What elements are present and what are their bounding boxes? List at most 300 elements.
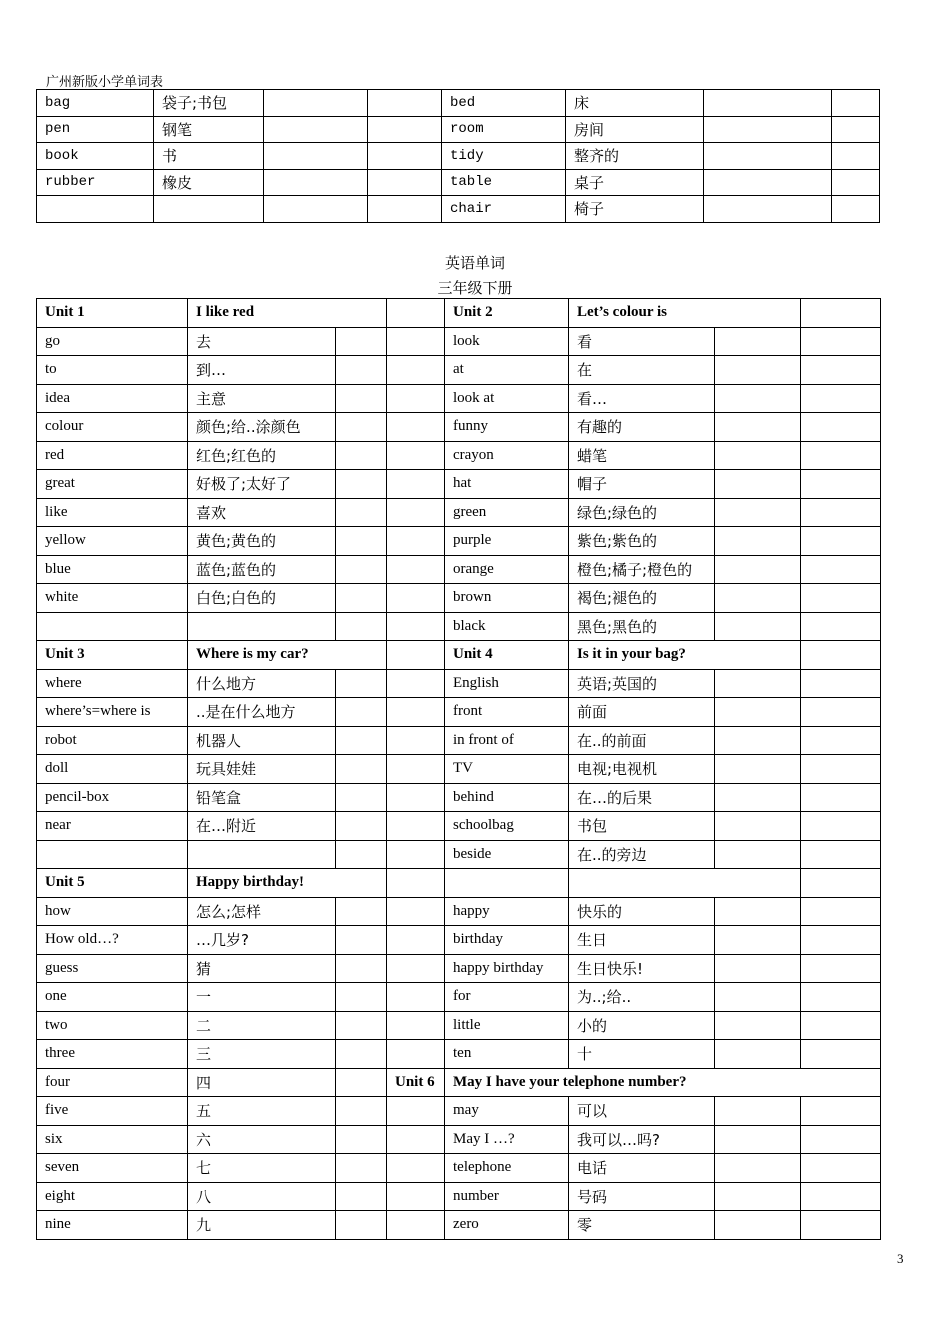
table-cell: [704, 90, 832, 117]
table-cell: [387, 1011, 445, 1040]
table-cell: 书包: [569, 812, 715, 841]
table-cell: [801, 983, 881, 1012]
table-cell: [715, 698, 801, 727]
table-cell: May I …?: [445, 1125, 569, 1154]
table-cell: [715, 612, 801, 641]
table-cell: [801, 555, 881, 584]
table-cell: [387, 1125, 445, 1154]
table-cell: [336, 926, 387, 955]
table-cell: [801, 669, 881, 698]
table-cell: 绿色;绿色的: [569, 498, 715, 527]
unit-header-cell: Unit 3: [37, 641, 188, 670]
table-cell: [715, 840, 801, 869]
table-cell: guess: [37, 954, 188, 983]
table-cell: little: [445, 1011, 569, 1040]
table-cell: [336, 954, 387, 983]
table-cell: [704, 116, 832, 143]
table-cell: [801, 498, 881, 527]
table-cell: [801, 584, 881, 613]
table-row: [37, 897, 881, 926]
table-cell: [387, 783, 445, 812]
table-cell: [387, 498, 445, 527]
table-cell: 五: [188, 1097, 336, 1126]
unit-header-row: [37, 299, 881, 328]
table-cell: 床: [566, 90, 704, 117]
table-cell: [336, 783, 387, 812]
table-cell: [715, 1040, 801, 1069]
table-cell: [801, 1182, 881, 1211]
table-row: [37, 1011, 881, 1040]
unit-header-cell: [387, 299, 445, 328]
unit-header-cell: four: [37, 1068, 188, 1097]
table-cell: [801, 470, 881, 499]
table-cell: 到…: [188, 356, 336, 385]
table-cell: at: [445, 356, 569, 385]
table-cell: look at: [445, 384, 569, 413]
table-cell: [832, 169, 880, 196]
table-cell: [801, 1011, 881, 1040]
table-row: [37, 669, 881, 698]
table-cell: [715, 897, 801, 926]
table-cell: [715, 584, 801, 613]
table-cell: bag: [37, 90, 154, 117]
unit-header-cell: Where is my car?: [188, 641, 387, 670]
table-row: [37, 143, 880, 170]
table-cell: 电话: [569, 1154, 715, 1183]
table-cell: [387, 926, 445, 955]
table-cell: [801, 441, 881, 470]
table-cell: [801, 527, 881, 556]
table-cell: 电视;电视机: [569, 755, 715, 784]
table-cell: [715, 1211, 801, 1240]
table-cell: [801, 1040, 881, 1069]
table-cell: [387, 1097, 445, 1126]
table-cell: 机器人: [188, 726, 336, 755]
table-cell: [387, 527, 445, 556]
table-cell: [37, 612, 188, 641]
table-cell: like: [37, 498, 188, 527]
table-cell: [336, 812, 387, 841]
table-cell: [387, 470, 445, 499]
table-cell: [154, 196, 264, 223]
table-cell: [801, 384, 881, 413]
table-cell: [387, 726, 445, 755]
table-cell: [387, 584, 445, 613]
table-cell: 褐色;褪色的: [569, 584, 715, 613]
table-cell: [336, 698, 387, 727]
table-cell: 喜欢: [188, 498, 336, 527]
table-cell: 八: [188, 1182, 336, 1211]
table-cell: [336, 669, 387, 698]
table-cell: ten: [445, 1040, 569, 1069]
table-cell: beside: [445, 840, 569, 869]
table-cell: 黄色;黄色的: [188, 527, 336, 556]
table-cell: [801, 698, 881, 727]
table-cell: [336, 1011, 387, 1040]
table-cell: 什么地方: [188, 669, 336, 698]
unit-header-cell: [336, 1068, 387, 1097]
unit-header-cell: Unit 6: [387, 1068, 445, 1097]
table-cell: [387, 1154, 445, 1183]
unit-header-cell: 四: [188, 1068, 336, 1097]
table-row: [37, 812, 881, 841]
table-row: [37, 470, 881, 499]
table-row: [37, 926, 881, 955]
table-cell: [715, 470, 801, 499]
table-cell: [264, 143, 368, 170]
table-cell: [832, 116, 880, 143]
unit-header-cell: Unit 5: [37, 869, 188, 898]
table-cell: bed: [442, 90, 566, 117]
table-cell: five: [37, 1097, 188, 1126]
table-cell: 房间: [566, 116, 704, 143]
table-cell: brown: [445, 584, 569, 613]
table-cell: 整齐的: [566, 143, 704, 170]
table-cell: TV: [445, 755, 569, 784]
table-cell: [715, 812, 801, 841]
table-cell: 橙色;橘子;橙色的: [569, 555, 715, 584]
table-cell: [801, 1154, 881, 1183]
table-cell: [387, 612, 445, 641]
table-cell: chair: [442, 196, 566, 223]
table-cell: 零: [569, 1211, 715, 1240]
table-cell: funny: [445, 413, 569, 442]
table-cell: [715, 726, 801, 755]
table-cell: [715, 755, 801, 784]
unit-header-cell: Unit 2: [445, 299, 569, 328]
table-cell: [336, 441, 387, 470]
table-cell: [801, 897, 881, 926]
table-cell: [715, 954, 801, 983]
table-cell: rubber: [37, 169, 154, 196]
table-cell: [336, 897, 387, 926]
table-row: [37, 1211, 881, 1240]
table-cell: 号码: [569, 1182, 715, 1211]
table-cell: 在..的前面: [569, 726, 715, 755]
unit-header-cell: [387, 641, 445, 670]
table-cell: [336, 527, 387, 556]
table-cell: [264, 196, 368, 223]
table-cell: [715, 1182, 801, 1211]
unit-header-row: [37, 869, 881, 898]
table-cell: [801, 1125, 881, 1154]
table-cell: [387, 755, 445, 784]
table-cell: [387, 698, 445, 727]
table-cell: 颜色;给..涂颜色: [188, 413, 336, 442]
table-cell: [715, 1011, 801, 1040]
table-cell: 橡皮: [154, 169, 264, 196]
table-row: [37, 1125, 881, 1154]
table-cell: pen: [37, 116, 154, 143]
table-cell: in front of: [445, 726, 569, 755]
table-cell: 在…附近: [188, 812, 336, 841]
table-cell: [801, 926, 881, 955]
table-cell: 可以: [569, 1097, 715, 1126]
table-cell: where’s=where is: [37, 698, 188, 727]
table-row: [37, 1182, 881, 1211]
table-cell: happy: [445, 897, 569, 926]
table-cell: [715, 356, 801, 385]
table-cell: [387, 897, 445, 926]
table-cell: 主意: [188, 384, 336, 413]
page-number: 3: [897, 1251, 904, 1266]
table-cell: 紫色;紫色的: [569, 527, 715, 556]
table-cell: [336, 1154, 387, 1183]
table-cell: [715, 413, 801, 442]
table-cell: [704, 196, 832, 223]
table-cell: purple: [445, 527, 569, 556]
table-cell: behind: [445, 783, 569, 812]
table-cell: colour: [37, 413, 188, 442]
table-row: [37, 527, 881, 556]
table-cell: 在: [569, 356, 715, 385]
table-row: [37, 983, 881, 1012]
table-cell: red: [37, 441, 188, 470]
table-cell: yellow: [37, 527, 188, 556]
table-cell: [801, 327, 881, 356]
main-vocabulary-table: [36, 298, 881, 1240]
table-cell: [387, 669, 445, 698]
table-cell: [387, 384, 445, 413]
table-cell: 二: [188, 1011, 336, 1040]
table-cell: English: [445, 669, 569, 698]
table-cell: [715, 1125, 801, 1154]
unit-header-cell: Happy birthday!: [188, 869, 387, 898]
table-cell: [336, 356, 387, 385]
table-cell: birthday: [445, 926, 569, 955]
table-cell: for: [445, 983, 569, 1012]
table-cell: [704, 143, 832, 170]
table-cell: [336, 1125, 387, 1154]
table-cell: [336, 498, 387, 527]
table-cell: [387, 441, 445, 470]
table-row: [37, 555, 881, 584]
table-cell: [336, 755, 387, 784]
table-cell: 帽子: [569, 470, 715, 499]
table-cell: [387, 413, 445, 442]
table-cell: [37, 196, 154, 223]
table-cell: white: [37, 584, 188, 613]
table-row: [37, 441, 881, 470]
table-cell: 红色;红色的: [188, 441, 336, 470]
table-cell: [368, 90, 442, 117]
table-cell: ..是在什么地方: [188, 698, 336, 727]
table-cell: [715, 669, 801, 698]
table-cell: [801, 1097, 881, 1126]
table-cell: 白色;白色的: [188, 584, 336, 613]
table-cell: [704, 169, 832, 196]
table-cell: [715, 926, 801, 955]
table-cell: [387, 1182, 445, 1211]
table-cell: one: [37, 983, 188, 1012]
table-cell: doll: [37, 755, 188, 784]
table-cell: book: [37, 143, 154, 170]
table-cell: 在..的旁边: [569, 840, 715, 869]
table-cell: 黑色;黑色的: [569, 612, 715, 641]
table-cell: [801, 954, 881, 983]
table-cell: 有趣的: [569, 413, 715, 442]
table-row: [37, 327, 881, 356]
table-cell: [387, 1040, 445, 1069]
table-row: [37, 169, 880, 196]
table-cell: [336, 726, 387, 755]
table-cell: 怎么;怎样: [188, 897, 336, 926]
table-cell: 去: [188, 327, 336, 356]
table-cell: 为..;给..: [569, 983, 715, 1012]
table-cell: 书: [154, 143, 264, 170]
document-header-label: 广州新版小学单词表: [46, 74, 164, 89]
table-cell: [387, 327, 445, 356]
table-cell: how: [37, 897, 188, 926]
table-cell: 蓝色;蓝色的: [188, 555, 336, 584]
table-row: [37, 840, 881, 869]
table-cell: [264, 90, 368, 117]
table-row: [37, 584, 881, 613]
table-cell: [336, 983, 387, 1012]
table-cell: two: [37, 1011, 188, 1040]
table-cell: robot: [37, 726, 188, 755]
table-cell: 玩具娃娃: [188, 755, 336, 784]
unit-header-row: [37, 641, 881, 670]
unit-header-cell: [569, 869, 801, 898]
table-cell: [801, 413, 881, 442]
table-cell: [336, 413, 387, 442]
table-cell: 生日: [569, 926, 715, 955]
table-cell: [387, 1211, 445, 1240]
table-cell: 英语;英国的: [569, 669, 715, 698]
table-cell: [715, 441, 801, 470]
table-cell: How old…?: [37, 926, 188, 955]
table-row: [37, 356, 881, 385]
table-cell: 小的: [569, 1011, 715, 1040]
table-cell: table: [442, 169, 566, 196]
unit-header-cell: May I have your telephone number?: [445, 1068, 881, 1097]
table-cell: [387, 983, 445, 1012]
table-cell: [188, 840, 336, 869]
table-row: [37, 755, 881, 784]
table-cell: [368, 196, 442, 223]
table-cell: nine: [37, 1211, 188, 1240]
table-cell: [336, 1211, 387, 1240]
table-row: [37, 954, 881, 983]
table-cell: 猜: [188, 954, 336, 983]
table-cell: eight: [37, 1182, 188, 1211]
table-cell: 一: [188, 983, 336, 1012]
table-cell: [336, 384, 387, 413]
table-cell: 前面: [569, 698, 715, 727]
table-cell: [715, 527, 801, 556]
table-cell: 九: [188, 1211, 336, 1240]
table-cell: front: [445, 698, 569, 727]
table-cell: 蜡笔: [569, 441, 715, 470]
table-row: [37, 498, 881, 527]
table-cell: 三: [188, 1040, 336, 1069]
table-cell: [801, 612, 881, 641]
unit-header-cell: [801, 299, 881, 328]
table-cell: [368, 169, 442, 196]
unit-header-cell: Unit 1: [37, 299, 188, 328]
table-cell: [336, 327, 387, 356]
table-cell: near: [37, 812, 188, 841]
table-row: [37, 90, 880, 117]
table-row: [37, 726, 881, 755]
table-cell: 生日快乐!: [569, 954, 715, 983]
table-cell: idea: [37, 384, 188, 413]
table-cell: [188, 612, 336, 641]
unit-header-cell: [801, 869, 881, 898]
table-cell: 袋子;书包: [154, 90, 264, 117]
table-cell: [801, 755, 881, 784]
table-cell: [336, 1182, 387, 1211]
table-cell: 十: [569, 1040, 715, 1069]
table-row: [37, 384, 881, 413]
table-cell: schoolbag: [445, 812, 569, 841]
top-vocabulary-table: [36, 89, 880, 223]
table-cell: [336, 1097, 387, 1126]
table-cell: 钢笔: [154, 116, 264, 143]
table-cell: [336, 1040, 387, 1069]
table-cell: [801, 356, 881, 385]
table-cell: 铅笔盒: [188, 783, 336, 812]
table-cell: [801, 812, 881, 841]
unit-header-cell: Is it in your bag?: [569, 641, 801, 670]
table-row: [37, 413, 881, 442]
table-cell: tidy: [442, 143, 566, 170]
table-row: [37, 116, 880, 143]
table-cell: to: [37, 356, 188, 385]
table-cell: [336, 584, 387, 613]
table-cell: 桌子: [566, 169, 704, 196]
table-cell: green: [445, 498, 569, 527]
table-cell: [715, 1097, 801, 1126]
table-cell: [336, 555, 387, 584]
unit-header-row: [37, 1068, 881, 1097]
table-cell: [715, 1154, 801, 1183]
table-cell: [368, 116, 442, 143]
table-cell: [715, 498, 801, 527]
table-row: [37, 698, 881, 727]
unit-header-cell: Let’s colour is: [569, 299, 801, 328]
table-cell: room: [442, 116, 566, 143]
table-cell: [715, 555, 801, 584]
table-cell: six: [37, 1125, 188, 1154]
table-cell: orange: [445, 555, 569, 584]
table-cell: 七: [188, 1154, 336, 1183]
table-cell: [336, 612, 387, 641]
title-grade-three-second-term: 三年级下册: [437, 281, 513, 297]
table-cell: [264, 116, 368, 143]
title-english-words: 英语单词: [444, 256, 505, 272]
table-cell: 看…: [569, 384, 715, 413]
table-cell: seven: [37, 1154, 188, 1183]
table-row: [37, 1154, 881, 1183]
unit-header-cell: Unit 4: [445, 641, 569, 670]
table-cell: [387, 840, 445, 869]
table-cell: [715, 983, 801, 1012]
table-cell: 椅子: [566, 196, 704, 223]
table-row: [37, 1040, 881, 1069]
table-cell: [387, 555, 445, 584]
unit-header-cell: [801, 641, 881, 670]
table-cell: look: [445, 327, 569, 356]
table-cell: [368, 143, 442, 170]
table-cell: zero: [445, 1211, 569, 1240]
table-cell: [336, 840, 387, 869]
table-cell: [832, 196, 880, 223]
table-cell: [264, 169, 368, 196]
table-cell: [801, 840, 881, 869]
table-cell: hat: [445, 470, 569, 499]
